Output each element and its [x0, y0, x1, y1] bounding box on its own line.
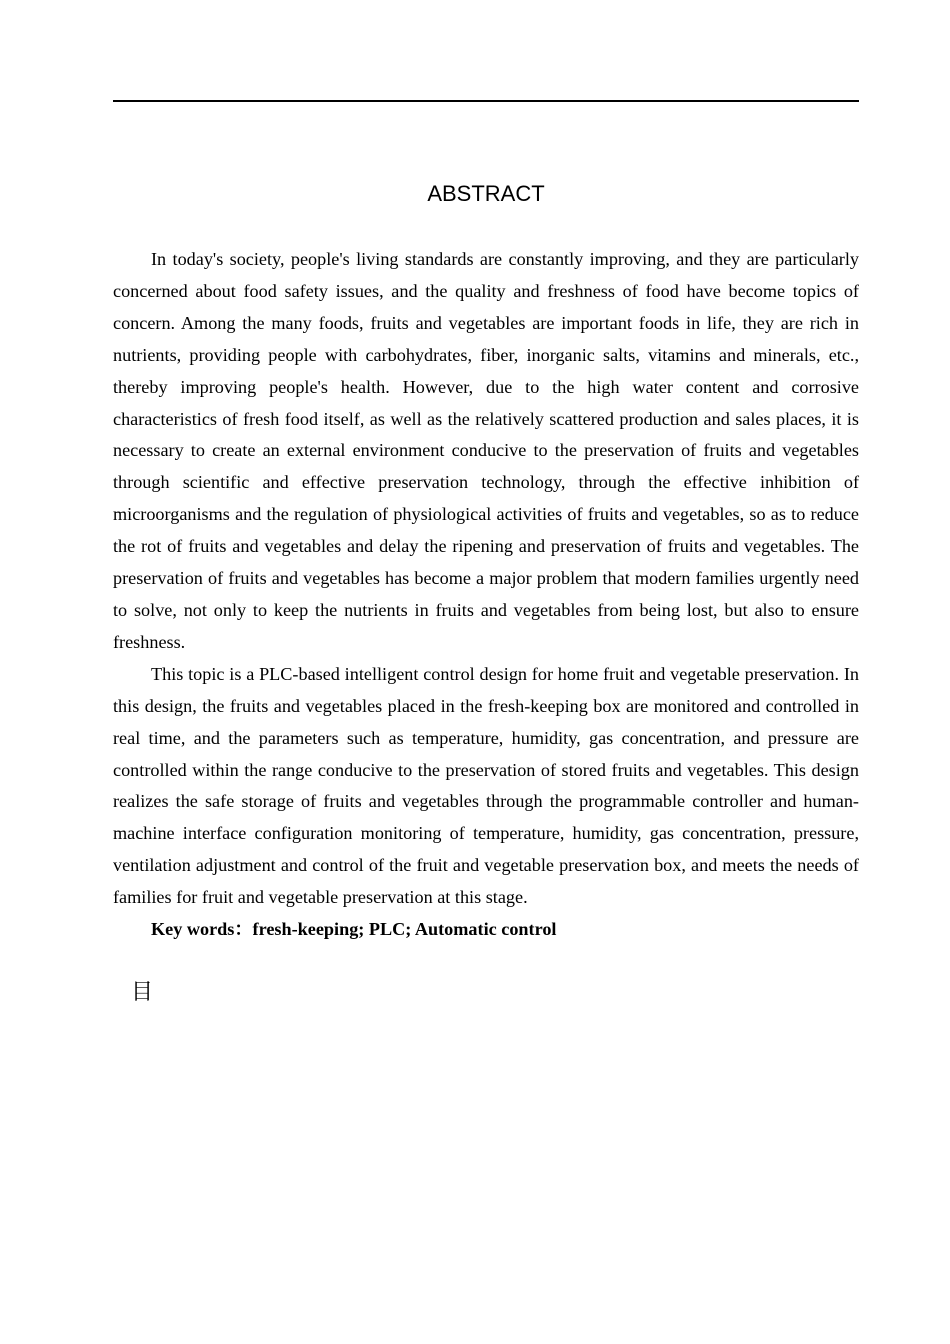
keywords-line: Key words：fresh-keeping; PLC; Automatic control	[151, 919, 557, 940]
header-rule	[113, 100, 859, 102]
abstract-paragraph-2: This topic is a PLC-based intelligent control design for home fruit and vegetable preservation. In this design, the fruits and vegetables placed in the fresh-keeping box are monitored and controlled in real time, and the parameters such as temperature, humidity, gas concentration, and pressure are controlled within the range conducive to the preservation of stored fruits and vegetables. This design realizes the safe storage of fruits and vegetables through the programmable controller and human-machine interface configuration monitoring of temperature, humidity, gas concentration, pressure, ventilation adjustment and control of the fruit and vegetable preservation box, and meets the needs of families for fruit and vegetable preservation at this stage.	[113, 663, 859, 908]
abstract-body	[113, 244, 859, 946]
abstract-paragraph-1: In today's society, people's living standards are constantly improving, and they are particularly concerned about food safety issues, and the quality and freshness of food have become topics of concern. Among the many foods, fruits and vegetables are important foods in life, they are rich in nutrients, providing people with carbohydrates, fiber, inorganic salts, vitamins and minerals, etc., thereby improving people's health. However, due to the high water content and corrosive characteristics of fresh food itself, as well as the relatively scattered production and sales places, it is necessary to create an external environment conducive to the preservation of fruits and vegetables through scientific and effective preservation technology, through the effective inhibition of microorganisms and the regulation of physiological activities of fruits and vegetables, so as to reduce the rot of fruits and vegetables and delay the ripening and preservation of fruits and vegetables. The preservation of fruits and vegetables has become a major problem that modern families urgently need to solve, not only to keep the nutrients in fruits and vegetables from being lost, but also to ensure freshness.	[113, 249, 859, 652]
abstract-title: ABSTRACT	[427, 181, 545, 206]
toc-heading-fragment: 目	[131, 980, 154, 1005]
